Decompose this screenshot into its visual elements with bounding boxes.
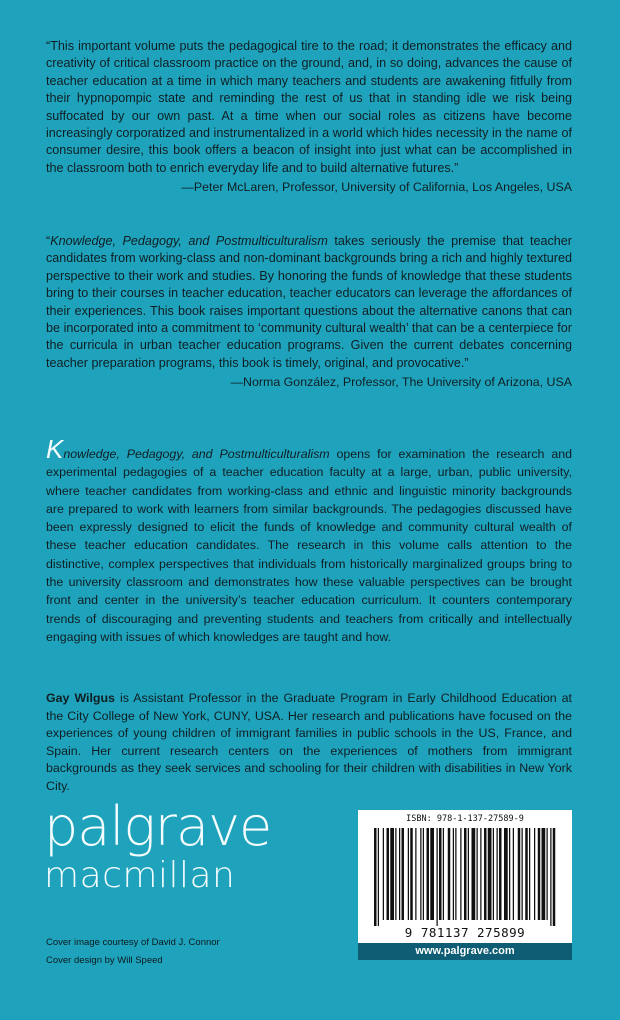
publisher-logo: [44, 795, 272, 896]
barcode-bar: [550, 828, 551, 926]
barcode-bar: [420, 828, 421, 920]
barcode-bar: [464, 828, 467, 920]
description-text: [46, 434, 572, 646]
barcode-bar: [522, 828, 523, 920]
barcode-bar: [399, 828, 400, 920]
barcode-bar: [509, 828, 510, 920]
quote-open-mark: “: [46, 234, 51, 248]
barcode-bar: [378, 828, 379, 926]
barcode-bar: [477, 828, 478, 920]
barcode-digits: 9 781137 275899: [404, 925, 526, 940]
barcode-bar: [472, 828, 476, 920]
logo-palgrave: palgrave: [44, 795, 272, 858]
barcode-bar: [493, 828, 494, 920]
barcode-bar: [455, 828, 456, 920]
barcode-bar: [383, 828, 384, 920]
barcode-bar: [513, 828, 514, 920]
author-bio: [46, 690, 572, 796]
quote-text: [46, 233, 572, 372]
barcode-bar: [542, 828, 546, 920]
barcode-bar: [427, 828, 430, 920]
barcode-bar: [529, 828, 530, 920]
book-description: [46, 434, 572, 646]
quote-body: takes seriously the premise that teacher candidates from working-class and non-dominant backgrounds bring a rich and highly textured perspective to their work and studies. By honoring the funds of knowledge that these students bring to their courses in teacher education, teacher educators can leverage the affordances of their experiences. This book raises important questions about the alternative canons that can be incorporated into a commitment to ‘community cultural wealth’ that can be a centerpiece for the curricula in urban teacher education programs. Given the current debates concerning teacher preparation programs, this book is timely, original, and provocative.”: [46, 234, 572, 370]
barcode-bar: [504, 828, 508, 920]
barcode-bar: [374, 828, 377, 926]
design-credit: Cover design by Will Speed: [46, 954, 163, 966]
barcode-bar: [415, 828, 416, 920]
barcode-bar: [525, 828, 528, 920]
logo-macmillan: macmillan: [44, 855, 236, 896]
barcode-bar: [395, 828, 396, 920]
bio-text: [46, 690, 572, 796]
cover-credits: [46, 934, 220, 969]
barcode-bar: [460, 828, 461, 920]
barcode-bar: [480, 828, 481, 920]
barcode-bar: [408, 828, 409, 920]
barcode-bar: [488, 828, 492, 920]
endorsement-quote-mclaren: [46, 38, 572, 197]
barcode-panel: [358, 810, 572, 960]
barcode-bar: [390, 828, 394, 920]
barcode-bar: [518, 828, 521, 920]
barcode-bar: [553, 828, 556, 926]
barcode-bar: [497, 828, 498, 920]
barcode-bar: [430, 828, 434, 920]
barcode-bar: [453, 828, 454, 920]
barcode-bar: [484, 828, 487, 920]
quote-attribution: —Peter McLaren, Professor, University of California, Los Angeles, USA: [181, 180, 572, 195]
book-title: nowledge, Pedagogy, and Postmulticulturalism: [63, 447, 330, 461]
barcode-bar: [499, 828, 502, 920]
author-name: Gay Wilgus: [46, 691, 115, 705]
isbn-label: ISBN: 978-1-137-27589-9: [406, 814, 524, 824]
description-body: opens for examination the research and experimental pedagogies of a teacher education faculty at a large, urban, public university, where teacher candidates from working-class and ethnic and linguistic minority backgrounds are prepared to work with learners from similar backgrounds. The pedagogies discussed have been expressly designed to elicit the funds of knowledge and community cultural wealth of these teacher education candidates. The research in this volume calls attention to the distinctive, complex perspectives that individuals from historically marginalized groups bring to the university classroom and demonstrates how these valuable perspectives can be brought front and center in the university’s teacher education curriculum. It counters contemporary trends of discouraging and preventing students and teachers from critically and intellectually engaging with issues of which knowledges are taught and how.: [46, 447, 572, 644]
barcode-bar: [402, 828, 405, 920]
barcode-bar: [437, 828, 438, 926]
barcode-bar: [448, 828, 451, 920]
barcode-bar: [443, 828, 444, 920]
barcode-bar: [468, 828, 469, 920]
barcode-bar: [547, 828, 548, 920]
quote-text: “This important volume puts the pedagogical tire to the road; it demonstrates the efficacy and creativity of critical classroom practice on the ground, and, in so doing, advances the cause of teacher education at a time in which many teachers and students are awakening fitfully from their hypnopompic state and reminding the rest of us that in standing idle we risk being suffocated by our own past. At a time when our social roles as citizens have become increasingly corporatized and instrumentalized in a world which hides necessity in the name of consumer desire, this book offers a beacon of insight into just what can be accomplished in the classroom both to enrich everyday life and to build alternative futures.”: [46, 39, 572, 175]
image-credit: Cover image courtesy of David J. Connor: [46, 937, 220, 948]
drop-cap: K: [46, 434, 64, 464]
endorsement-quote-gonzalez: [46, 233, 572, 392]
publisher-url: www.palgrave.com: [358, 943, 572, 960]
barcode-bar: [410, 828, 413, 920]
barcode-bars: [372, 828, 558, 926]
barcode-bar: [423, 828, 424, 920]
book-title: Knowledge, Pedagogy, and Postmulticulturalism: [50, 234, 328, 248]
quote-attribution: —Norma González, Professor, The University of Arizona, USA: [230, 375, 572, 390]
barcode-bar: [534, 828, 535, 920]
barcode-bar: [538, 828, 541, 920]
barcode-bar: [387, 828, 390, 920]
bio-body: is Assistant Professor in the Graduate Program in Early Childhood Education at the City College of New York, CUNY, USA. Her research and publications have focused on the experiences of young children of immigrant families in public schools in the US, France, and Spain. Her current research centers on the experiences of mothers from immigrant backgrounds as they seek services and schooling for their children with disabilities in New York City.: [46, 691, 572, 793]
barcode-bar: [439, 828, 442, 920]
